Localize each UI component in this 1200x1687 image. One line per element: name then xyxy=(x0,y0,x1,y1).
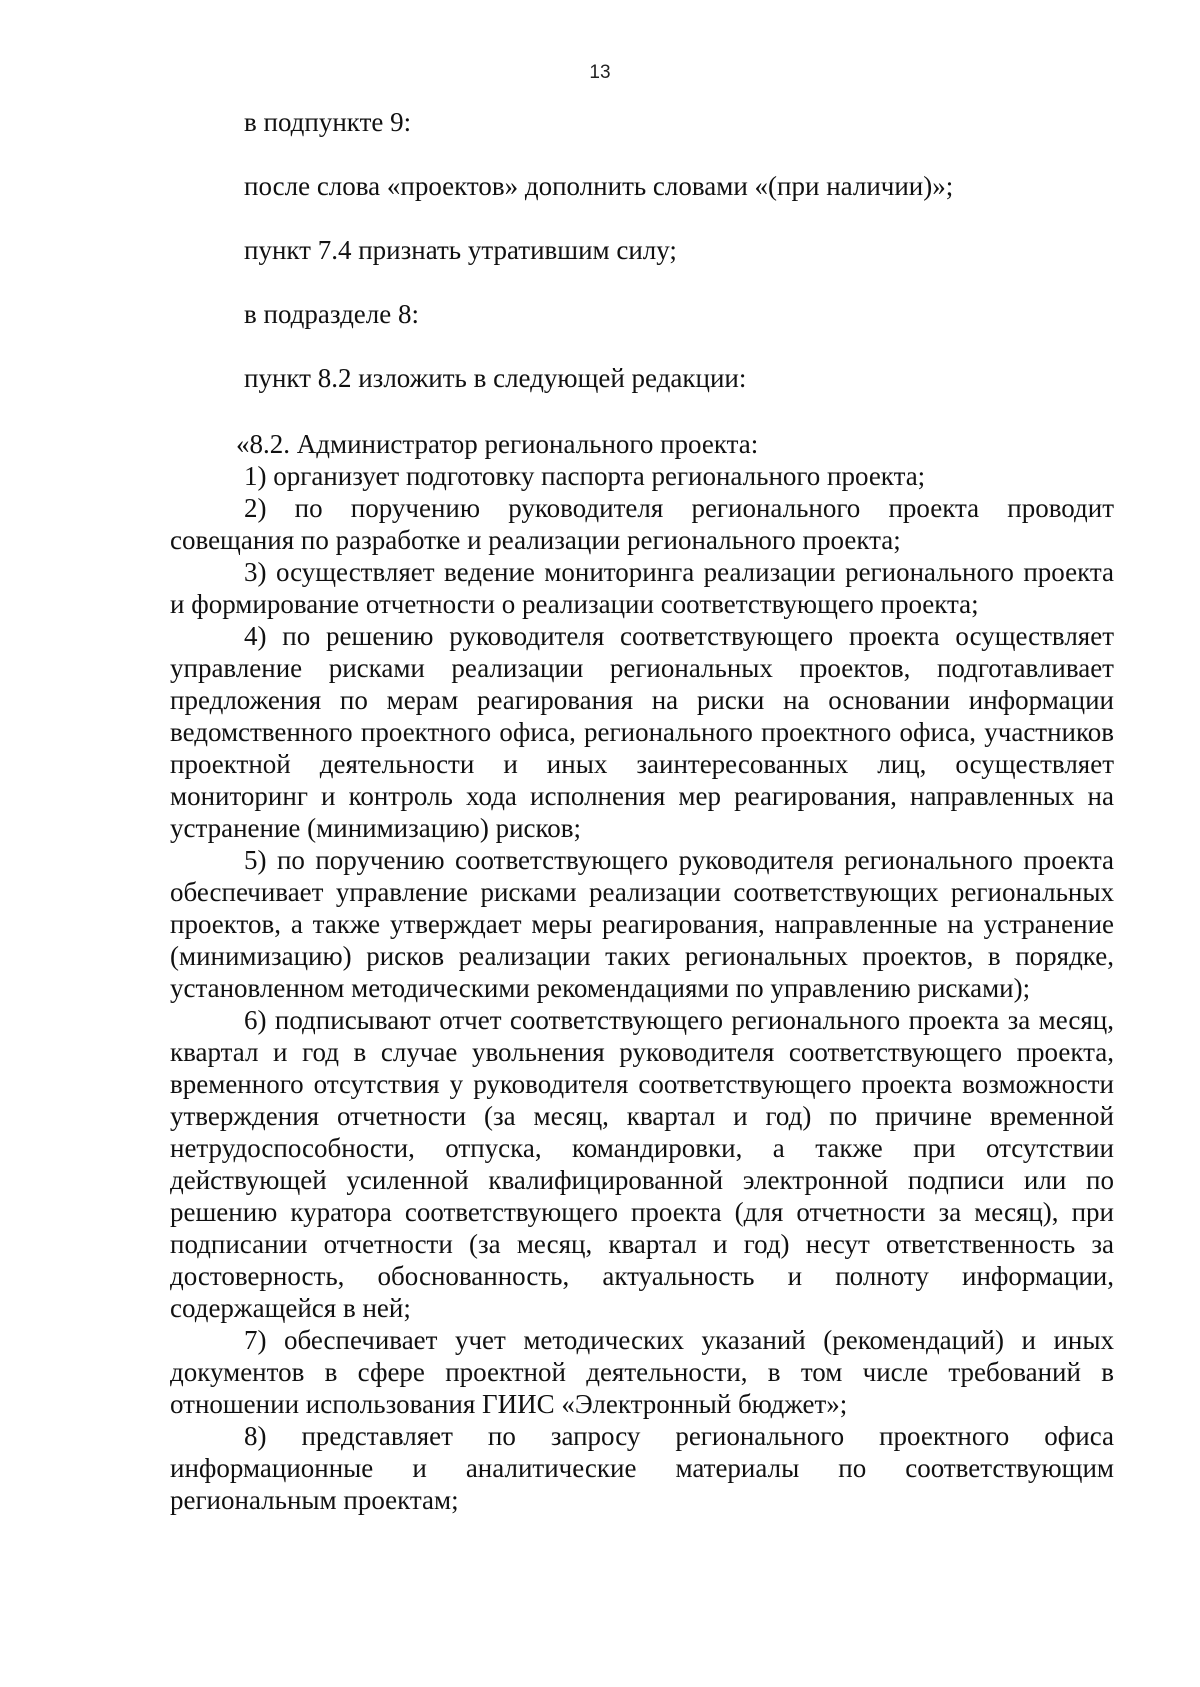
amendment-paragraph: пункт 7.4 признать утратившим силу; xyxy=(244,235,677,265)
list-item: 8) представляет по запросу регионального проектного офиса информационные и аналитические материалы по соответствующим региональным проектам; xyxy=(170,1421,1114,1515)
list-item: 4) по решению руководителя соответствующего проекта осуществляет управление рисками реализации региональных проектов, подготавливает предложения по мерам реагирования на риски на основании информации ведомственного проектного офиса, регионального проектного офиса, участников проектной деятельности и иных заинтересованных лиц, осуществляет мониторинг и контроль хода исполнения мер реагирования, направленных на устранение (минимизацию) рисков; xyxy=(170,621,1114,843)
list-item: 2) по поручению руководителя регионального проекта проводит совещания по разработке и реализации регионального проекта; xyxy=(170,493,1114,555)
list-item: 3) осуществляет ведение мониторинга реализации регионального проекта и формирование отчетности о реализации соответствующего проекта; xyxy=(170,557,1114,619)
list-item: 5) по поручению соответствующего руководителя регионального проекта обеспечивает управление рисками реализации соответствующих региональных проектов, а также утверждает меры реагирования, направленные на устранение (минимизацию) рисков реализации таких региональных проектов, в порядке, установленном методическими рекомендациями по управлению рисками); xyxy=(170,845,1114,1003)
document-body xyxy=(170,96,1114,1516)
amendment-paragraph: после слова «проектов» дополнить словами «(при наличии)»; xyxy=(244,171,954,201)
page-number: 13 xyxy=(589,62,611,83)
list-item: 1) организует подготовку паспорта регионального проекта; xyxy=(244,461,926,491)
list-item: 6) подписывают отчет соответствующего регионального проекта за месяц, квартал и год в случае увольнения руководителя соответствующего проекта, временного отсутствия у руководителя соответствующего проекта возможности утверждения отчетности (за месяц, квартал и год) по причине временной нетрудоспособности, отпуска, командировки, а также при отсутствии действующей усиленной квалифицированной электронной подписи или по решению куратора соответствующего проекта (для отчетности за месяц), при подписании отчетности (за месяц, квартал и год) несут ответственность за достоверность, обоснованность, актуальность и полноту информации, содержащейся в ней; xyxy=(170,1005,1114,1323)
amendment-paragraph: пункт 8.2 изложить в следующей редакции: xyxy=(244,363,747,393)
section-heading: «8.2. Администратор регионального проекта: xyxy=(236,429,759,459)
amendment-paragraph: в подпункте 9: xyxy=(244,107,412,137)
list-item: 7) обеспечивает учет методических указаний (рекомендаций) и иных документов в сфере проектной деятельности, в том числе требований в отношении использования ГИИС «Электронный бюджет»; xyxy=(170,1325,1114,1419)
amendment-paragraph: в подразделе 8: xyxy=(244,299,419,329)
